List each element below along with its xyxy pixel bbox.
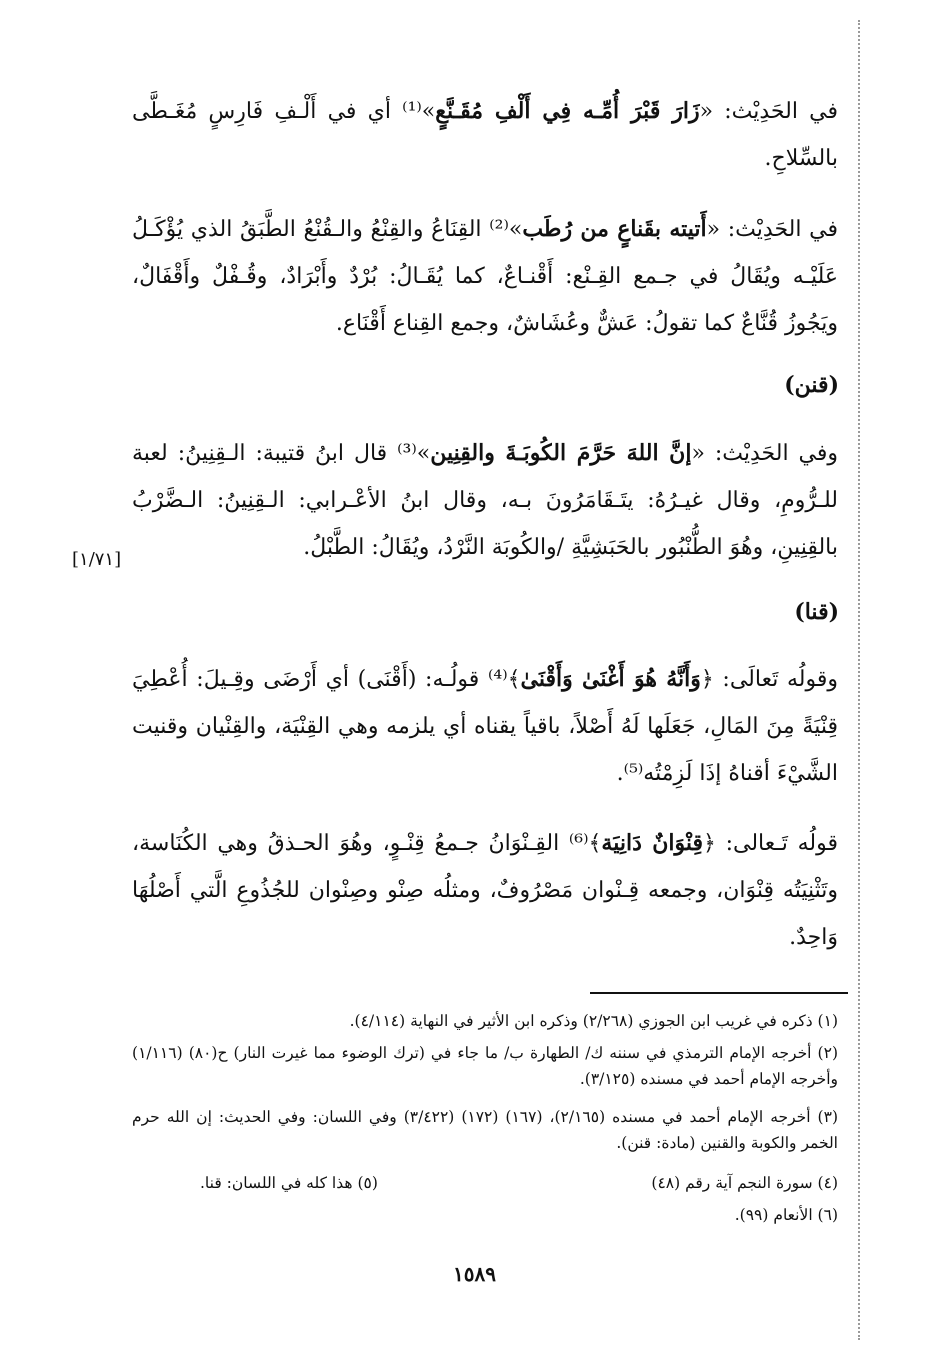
paragraph-body: »⁽²⁾ القِنَاعُ والقِنْعُ والـقُنْعُ الطَّبَقُ الذي يُؤْكَـلُ عَلَيْـه ويُقَالُ في جـمع القِـنْع: أَقْنـاعٌ، كما يُقَـالُ: بُرْدٌ وأَبْرَادٌ، وقُـفْلٌ وأَقْفَالٌ، ويَجُوزُ قُنَّاعٌ كما تقولُ: عَشٌّ وعُشَاشٌ، وجمع القِناع أَقْنَاع. — [132, 217, 838, 336]
footnote-3: (٣) أخرجه الإمام أحمد في مسنده (٢/١٦٥)، (١٦٧) (١٧٢) (٣/٤٢٢) وفي اللسان: وفي الحديث: إن الله حرم الخمر والكوبة والقنين (مادة: قنن). — [132, 1108, 838, 1152]
quran-quote: قِنْوَانٌ دَانِيَة — [601, 830, 704, 856]
paragraph-body: ﴾⁽⁴⁾ قولُـه: (أَقْنَى) أي أَرْضَى وقِـيلَ: أُعْطِيَ قِنْيَةً مِنَ المَالِ، جَعَلَها لَهُ أَصْلاً، باقياً يقناه أي يلزمه وهي القِنْيَة، والقِنْيان وقنيت الشَّيْءَ أقناهُ إذَا لَزِمْتُه⁽⁵⁾. — [132, 667, 838, 786]
section-heading-qna: (قنا) — [794, 599, 839, 625]
paragraph-verse-2 — [132, 820, 838, 961]
footnote-1: (١) ذكره في غريب ابن الجوزي (٢/٢٦٨) وذكره ابن الأثير في النهاية (٤/١١٤). — [349, 1012, 838, 1030]
paragraph-verse-1 — [132, 656, 838, 797]
paragraph-intro: في الحَدِيْث: « — [706, 217, 838, 242]
hadith-quote: أَتيته بقَناعٍ من رُطَب — [522, 216, 707, 242]
footnote-separator — [590, 992, 848, 994]
manuscript-folio-reference: [١/٧١] — [72, 549, 122, 570]
paragraph-body: »⁽¹⁾ أي في أَلْـفِ فَارِسٍ مُغَـطَّى بالسِّلاحِ. — [132, 99, 838, 171]
paragraph-intro: وقولُه تَعالَى: ﴿ — [700, 667, 838, 692]
footnote-4: (٤) سورة النجم آية رقم (٤٨) — [651, 1174, 838, 1192]
margin-dotted-line — [858, 20, 860, 1340]
quran-quote: وَأَنَّهُ هُوَ أَغْنَىٰ وَأَقْنَىٰ — [520, 666, 701, 692]
paragraph-hadith-1 — [132, 88, 838, 182]
paragraph-intro: وفي الحَدِيْث: « — [691, 441, 838, 466]
paragraph-hadith-2 — [132, 206, 838, 347]
footnote-2: (٢) أخرجه الإمام الترمذي في سننه ك/ الطهارة ب/ ما جاء في (ترك الوضوء مما غيرت النار) ح(٨٠) (١/١١٦) وأخرجه الإمام أحمد في مسنده (٣/١٢٥). — [132, 1044, 838, 1088]
hadith-quote: زَارَ قَبْرَ أُمِّـه فِي أَلْفِ مُقَـنَّعٍ — [435, 98, 700, 124]
page-number: ١٥٨٩ — [453, 1262, 496, 1286]
section-heading-qnn: (قنن) — [784, 372, 839, 398]
paragraph-body: »⁽³⁾ قال ابنُ قتيبة: الـقِنِينُ: لعبة للـرُّومِ، وقال غيـرُهُ: يتَـقَامَرُونَ بـه، وقال ابنُ الأعْـرابي: الـقِنِينُ: الـضَّرْبُ بالقِنِينِ، وهُوَ الطُّنْبُور بالحَبَشِيَّةِ /والكُوبَة النَّرْدُ، ويُقَالُ: الطَّبْلُ. — [132, 441, 838, 560]
paragraph-body: ﴾⁽⁶⁾ القِـنْوَانُ جـمعُ قِنْـوٍ، وهُوَ الحـذقُ وهي الكُنَاسة، وتَثْنِيَتُه قِنْوَان، وجمعه قِـنْوان مَصْرُوفٌ، ومثلُه صِنْو وصِنْوان للجُذُوعِ الَّتي أَصْلُهَا وَاحِدٌ. — [132, 831, 838, 950]
paragraph-intro: في الحَدِيْث: « — [699, 99, 838, 124]
paragraph-intro: قولُه تَـعالى: ﴿ — [703, 831, 838, 856]
paragraph-hadith-3 — [132, 430, 838, 571]
footnote-6: (٦) الأنعام (٩٩). — [734, 1206, 838, 1224]
footnote-5: (٥) هذا كله في اللسان: قنا. — [200, 1174, 378, 1192]
hadith-quote: إنَّ اللهَ حَرَّمَ الكُوبَـةَ والقِنِين — [430, 440, 692, 466]
footnote-row-4-5 — [200, 1170, 838, 1196]
